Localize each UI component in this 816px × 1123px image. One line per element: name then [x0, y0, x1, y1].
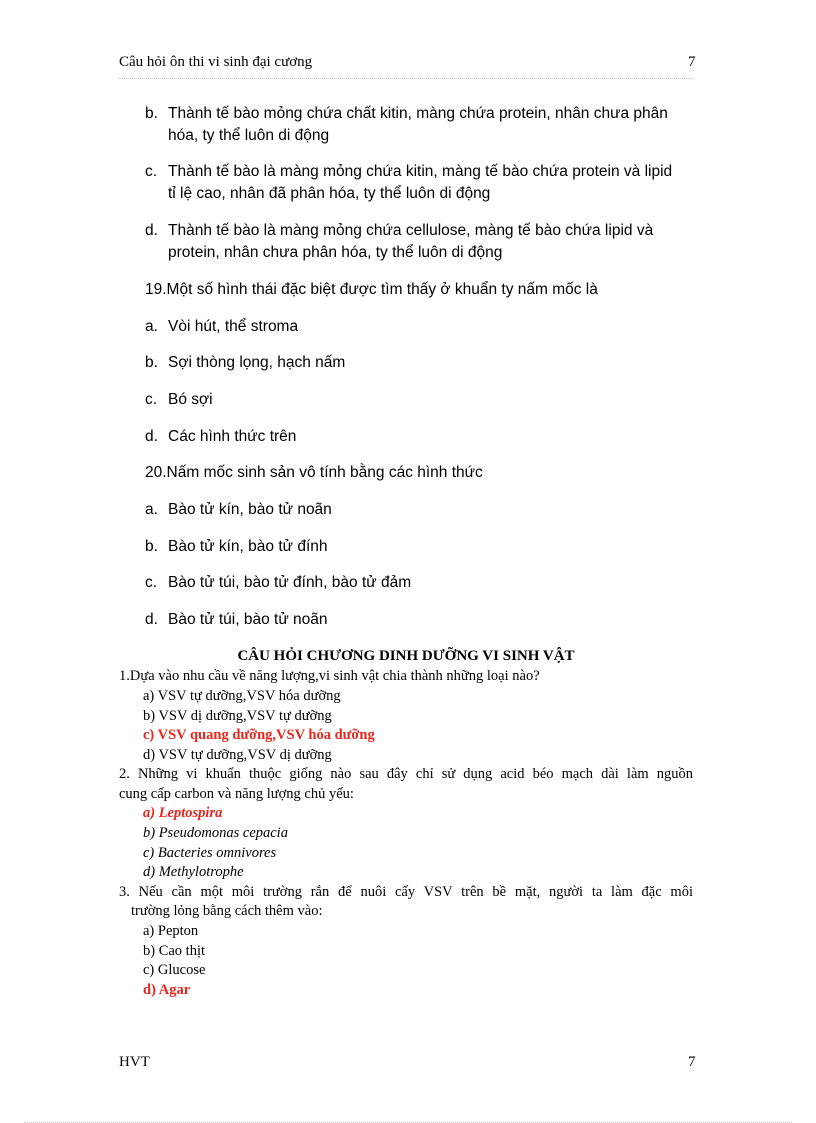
- option-text: hóa, ty thể luôn di động: [168, 127, 330, 144]
- option-label: a.: [145, 318, 158, 335]
- list-item: b) Pseudomonas cepacia: [143, 825, 288, 841]
- list-item: d) VSV tự dưỡng,VSV dị dưỡng: [143, 747, 332, 763]
- option-text: Sợi thòng lọng, hạch nấm: [168, 354, 346, 371]
- header-divider: [119, 78, 693, 79]
- option-label: b.: [145, 105, 158, 122]
- question-3: 3. Nếu cần một môi trường rắn để nuôi cấy VSV trên bề mặt, người ta làm đặc môi: [119, 884, 693, 900]
- question-2-cont: cung cấp carbon và năng lượng chủ yếu:: [119, 786, 354, 802]
- list-item: a) VSV tự dưỡng,VSV hóa dưỡng: [143, 688, 341, 704]
- list-item: [145, 103, 705, 147]
- correct-answer: a) Leptospira: [143, 805, 223, 821]
- correct-answer: d) Agar: [143, 982, 191, 998]
- list-item: [145, 316, 705, 338]
- option-label: b.: [145, 354, 158, 371]
- option-text: Vòi hút, thể stroma: [168, 318, 299, 335]
- question-3-cont: trường lỏng bằng cách thêm vào:: [131, 903, 323, 919]
- header-title: Câu hỏi ôn thi vi sinh đại cương: [119, 54, 313, 70]
- option-text: Thành tế bào là màng mỏng chứa kitin, màng tế bào chứa protein và lipid: [168, 163, 673, 180]
- question-1: 1.Dựa vào nhu cầu về năng lượng,vi sinh vật chia thành những loại nào?: [119, 668, 540, 684]
- option-text: tỉ lệ cao, nhân đã phân hóa, ty thể luôn di động: [168, 185, 491, 202]
- list-item: [145, 352, 705, 374]
- correct-answer: c) VSV quang dưỡng,VSV hóa dưỡng: [143, 727, 375, 743]
- list-item: [145, 161, 705, 205]
- list-item: [145, 572, 705, 594]
- option-text: Bó sợi: [168, 391, 213, 408]
- footer-page-number: 7: [688, 1054, 696, 1070]
- option-text: Thành tế bào mỏng chứa chất kitin, màng chứa protein, nhân chưa phân: [168, 105, 668, 122]
- option-label: d.: [145, 428, 158, 445]
- option-text: Bào tử kín, bào tử đính: [168, 538, 328, 555]
- list-item: [145, 609, 705, 631]
- list-item: c) Glucose: [143, 962, 206, 978]
- option-text: Thành tế bào là màng mỏng chứa cellulose, màng tế bào chứa lipid và: [168, 222, 654, 239]
- list-item: [145, 499, 705, 521]
- option-text: Bào tử kín, bào tử noãn: [168, 501, 332, 518]
- option-label: b.: [145, 538, 158, 555]
- list-item: a) Pepton: [143, 923, 199, 939]
- question-19: 19.Một số hình thái đặc biệt được tìm thấy ở khuẩn ty nấm mốc là: [145, 281, 598, 298]
- option-label: c.: [145, 574, 158, 591]
- list-item: [145, 536, 705, 558]
- list-item: b) Cao thịt: [143, 943, 206, 959]
- option-label: a.: [145, 501, 158, 518]
- option-label: c.: [145, 163, 158, 180]
- footer-author: HVT: [119, 1054, 150, 1070]
- option-label: c.: [145, 391, 158, 408]
- option-text: protein, nhân chưa phân hóa, ty thể luôn di động: [168, 244, 503, 261]
- list-item: b) VSV dị dưỡng,VSV tự dưỡng: [143, 708, 332, 724]
- option-label: d.: [145, 222, 158, 239]
- option-text: Bào tử túi, bào tử đính, bào tử đảm: [168, 574, 412, 591]
- section-title: CÂU HỎI CHƯƠNG DINH DƯỠNG VI SINH VẬT: [237, 648, 575, 664]
- list-item: [145, 426, 705, 448]
- question-20: 20.Nấm mốc sinh sản vô tính bằng các hình thức: [145, 464, 483, 481]
- option-label: d.: [145, 611, 158, 628]
- list-item: [145, 220, 705, 264]
- question-2: 2. Những vi khuẩn thuộc giống nào sau đây chỉ sử dụng acid béo mạch dài làm nguồn: [119, 766, 693, 782]
- list-item: c) Bacteries omnivores: [143, 845, 277, 861]
- header-page-number: 7: [688, 54, 696, 70]
- list-item: [145, 389, 705, 411]
- option-text: Các hình thức trên: [168, 428, 297, 445]
- option-text: Bào tử túi, bào tử noãn: [168, 611, 328, 628]
- list-item: d) Methylotrophe: [143, 864, 244, 880]
